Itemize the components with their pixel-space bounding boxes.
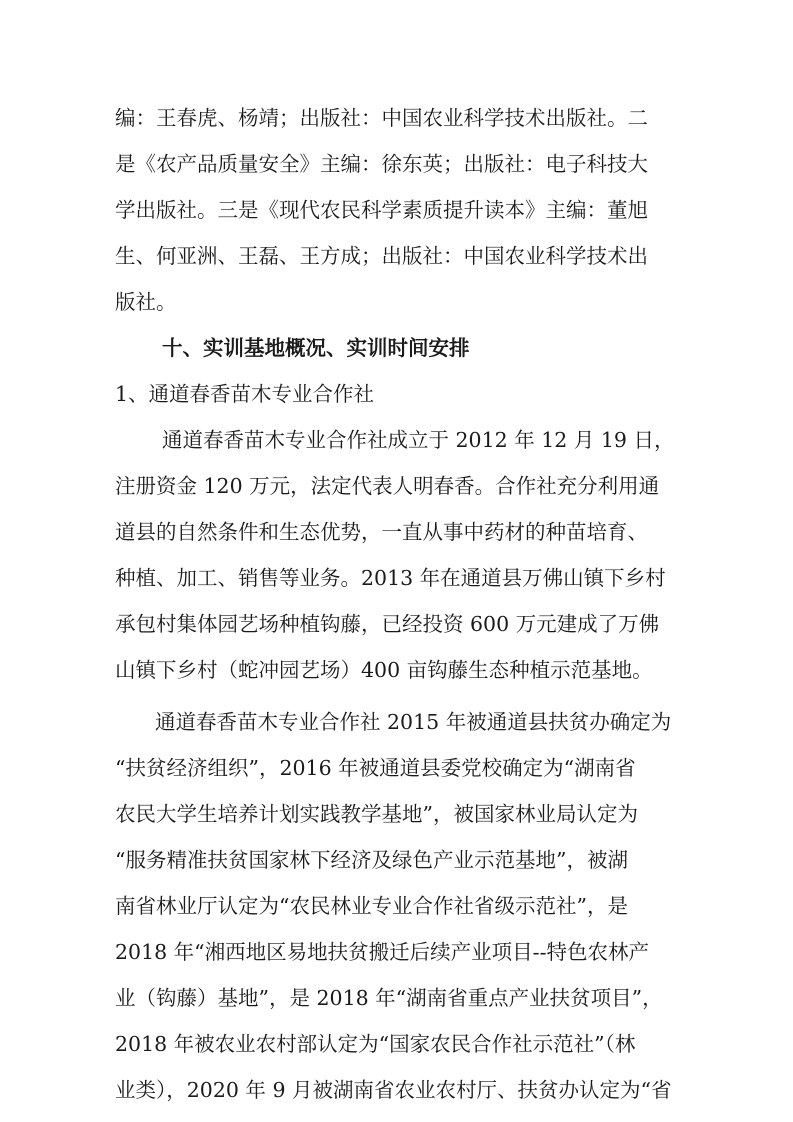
paragraph-2-line-7: 业（钩藤）基地”，是 2018 年“湖南省重点产业扶贫项目”， bbox=[115, 986, 663, 1010]
subheading: 1、通道春香苗木专业合作社 bbox=[115, 382, 375, 406]
section-heading: 十、实训基地概况、实训时间安排 bbox=[162, 336, 470, 360]
paragraph-1-line-6: 山镇下乡村（蛇冲园艺场）400 亩钩藤生态种植示范基地。 bbox=[115, 658, 653, 682]
paragraph-2-line-1: 通道春香苗木专业合作社 2015 年被通道县扶贫办确定为 bbox=[155, 710, 672, 734]
paragraph-1-line-5: 承包村集体园艺场种植钩藤，已经投资 600 万元建成了万佛 bbox=[115, 612, 660, 636]
paragraph-2-line-4: “服务精准扶贫国家林下经济及绿色产业示范基地”，被湖 bbox=[115, 848, 628, 872]
intro-line-2: 是《农产品质量安全》主编：徐东英；出版社：电子科技大 bbox=[115, 152, 648, 176]
paragraph-2-line-6: 2018 年“湘西地区易地扶贫搬迁后续产业项目--特色农林产 bbox=[115, 940, 650, 964]
paragraph-2-line-5: 南省林业厅认定为“农民林业专业合作社省级示范社”，是 bbox=[115, 894, 628, 918]
paragraph-1-line-1: 通道春香苗木专业合作社成立于 2012 年 12 月 19 日， bbox=[162, 428, 675, 452]
paragraph-1-line-4: 种植、加工、销售等业务。2013 年在通道县万佛山镇下乡村 bbox=[115, 566, 666, 590]
intro-line-4: 生、何亚洲、王磊、王方成；出版社：中国农业科学技术出 bbox=[115, 244, 648, 268]
paragraph-2-line-2: “扶贫经济组织”，2016 年被通道县委党校确定为“湖南省 bbox=[115, 756, 636, 780]
intro-line-3: 学出版社。三是《现代农民科学素质提升读本》主编：董旭 bbox=[115, 198, 648, 222]
paragraph-2-line-8: 2018 年被农业农村部认定为“国家农民合作社示范社”（林 bbox=[115, 1032, 636, 1056]
paragraph-1-line-2: 注册资金 120 万元，法定代表人明春香。合作社充分利用通 bbox=[115, 474, 660, 498]
paragraph-2-line-9: 业类），2020 年 9 月被湖南省农业农村厅、扶贫办认定为“省 bbox=[115, 1078, 672, 1102]
paragraph-2-line-3: 农民大学生培养计划实践教学基地”，被国家林业局认定为 bbox=[115, 802, 638, 826]
intro-line-5: 版社。 bbox=[115, 290, 177, 314]
intro-line-1: 编：王春虎、杨靖；出版社：中国农业科学技术出版社。二 bbox=[115, 106, 648, 130]
paragraph-1-line-3: 道县的自然条件和生态优势，一直从事中药材的种苗培育、 bbox=[115, 520, 648, 544]
